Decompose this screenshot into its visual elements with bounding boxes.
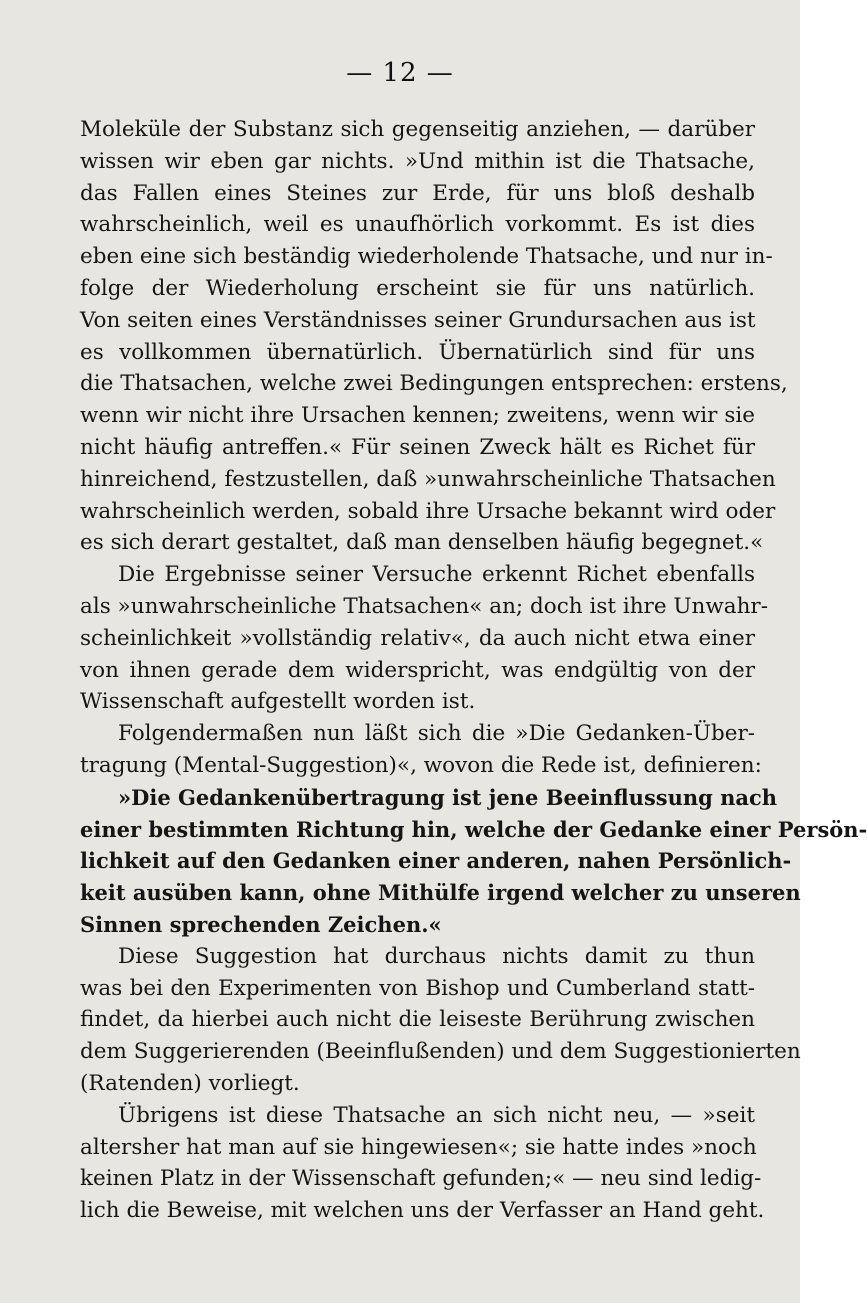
text-line: nicht häufig antreffen.« Für seinen Zweck hält es Richet für <box>80 434 755 460</box>
text-line: keit ausüben kann, ohne Mithülfe irgend welcher zu unseren <box>80 880 801 906</box>
text-line: tragung (Mental-Suggestion)«, wovon die Rede ist, definieren: <box>80 752 762 778</box>
text-line: Moleküle der Substanz sich gegenseitig anziehen, — darüber <box>80 117 755 142</box>
text-line: einer bestimmten Richtung hin, welche der Gedanke einer Persön- <box>80 816 867 842</box>
text-line: Die Ergebnisse seiner Versuche erkennt Richet ebenfalls <box>118 562 755 588</box>
text-line: Wissenschaft aufgestellt worden ist. <box>80 689 476 715</box>
text-line: als »unwahrscheinliche Thatsachen« an; doch ist ihre Unwahr- <box>80 593 768 619</box>
text-line: es vollkommen übernatürlich. Übernatürlich sind für uns <box>80 339 755 365</box>
body-text <box>80 114 867 1227</box>
text-line: lich die Beweise, mit welchen uns der Verfasser an Hand geht. <box>80 1198 765 1224</box>
text-line: altersher hat man auf sie hingewiesen«; sie hatte indes »noch <box>80 1134 757 1160</box>
text-line: wissen wir eben gar nichts. »Und mithin ist die Thatsache, <box>80 148 755 174</box>
text-line: (Ratenden) vorliegt. <box>80 1070 300 1096</box>
text-line: wahrscheinlich werden, sobald ihre Ursache bekannt wird oder <box>80 498 776 524</box>
text-line: Übrigens ist diese Thatsache an sich nicht neu, — »seit <box>118 1102 755 1128</box>
text-line: findet, da hierbei auch nicht die leiseste Berührung zwischen <box>80 1007 755 1033</box>
text-line: scheinlichkeit »vollständig relativ«, da auch nicht etwa einer <box>80 625 755 651</box>
text-line: folge der Wiederholung erscheint sie für uns natürlich. <box>80 275 755 301</box>
text-line: »Die Gedankenübertragung ist jene Beeinflussung nach <box>118 784 778 810</box>
text-line: keinen Platz in der Wissenschaft gefunden;« — neu sind ledig- <box>80 1166 762 1192</box>
text-line: hinreichend, festzustellen, daß »unwahrscheinliche Thatsachen <box>80 466 776 492</box>
text-line: wahrscheinlich, weil es unaufhörlich vorkommt. Es ist dies <box>80 212 755 238</box>
text-line: wenn wir nicht ihre Ursachen kennen; zweitens, wenn wir sie <box>80 403 755 429</box>
text-line: eben eine sich beständig wiederholende Thatsache, und nur in- <box>80 244 773 270</box>
text-line: das Fallen eines Steines zur Erde, für uns bloß deshalb <box>80 180 755 206</box>
text-line: lichkeit auf den Gedanken einer anderen, nahen Persönlich- <box>80 848 792 874</box>
text-line: von ihnen gerade dem widerspricht, was endgültig von der <box>80 657 755 683</box>
text-line: Sinnen sprechenden Zeichen.« <box>80 911 442 937</box>
page-number: — 12 — <box>346 58 454 88</box>
text-line: Folgendermaßen nun läßt sich die »Die Gedanken-Über- <box>118 721 755 747</box>
text-line: dem Suggerierenden (Beeinflußenden) und dem Suggestionierten <box>80 1039 801 1065</box>
text-line: es sich derart gestaltet, daß man denselben häufig begegnet.« <box>80 530 764 556</box>
text-line: was bei den Experimenten von Bishop und Cumberland statt- <box>80 975 755 1001</box>
text-line: die Thatsachen, welche zwei Bedingungen entsprechen: erstens, <box>80 371 788 397</box>
text-line: Von seiten eines Verständnisses seiner Grundursachen aus ist <box>80 307 756 333</box>
text-line: Diese Suggestion hat durchaus nichts damit zu thun <box>118 943 755 969</box>
